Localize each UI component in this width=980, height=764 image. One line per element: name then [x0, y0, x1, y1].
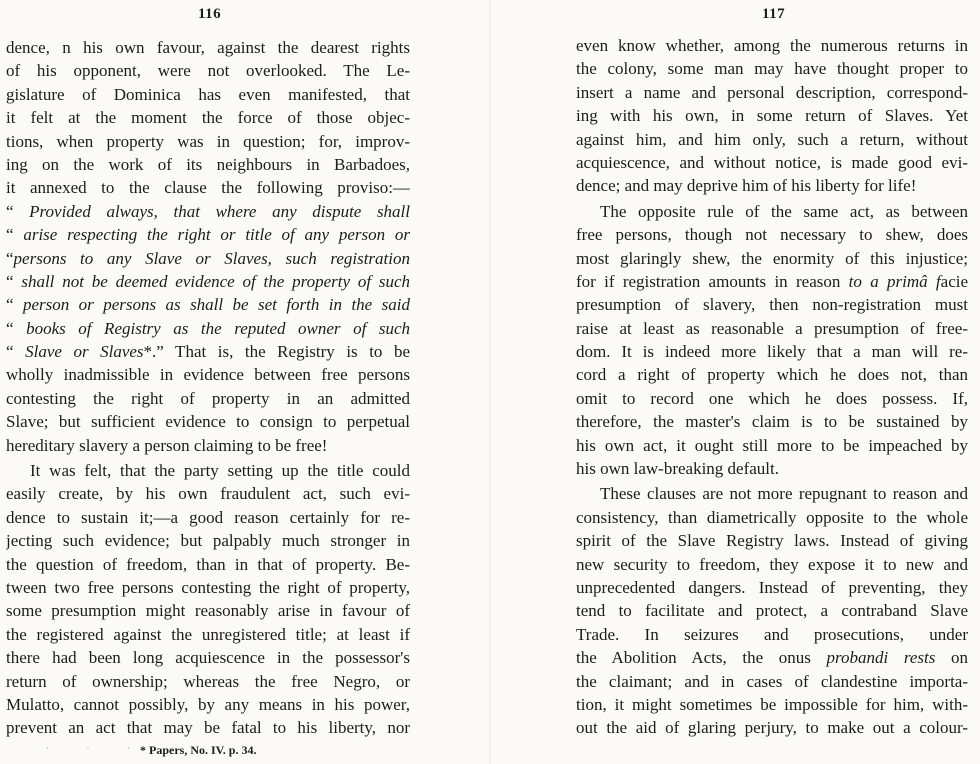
text-line: spirit of the Slave Registry laws. Instead of giving: [576, 531, 968, 551]
paragraph-start-line: The opposite rule of the same act, as between: [600, 201, 968, 221]
text-line: Slave; but sufficient evidence to consign to perpetual: [6, 412, 410, 432]
text-line: dence to sustain it;—a good reason certainly for re-: [6, 507, 410, 527]
text-line: the Abolition Acts, the onus probandi rests on: [576, 648, 968, 668]
left-page-text: [6, 36, 410, 740]
text-line: out the aid of glaring perjury, to make out a colour-: [576, 718, 968, 738]
text-line: most glaringly shew, the enormity of this injustice;: [576, 248, 968, 268]
text-line: wholly inadmissible in evidence between free persons: [6, 365, 410, 385]
text-line: tween two free persons contesting the right of property,: [6, 577, 410, 597]
page-number-right: 117: [762, 6, 786, 22]
text-line: tions, when property was in question; for, improv-: [6, 131, 410, 151]
text-line: there had been long acquiescence in the possessor's: [6, 648, 410, 668]
text-line: hereditary slavery a person claiming to be free!: [6, 435, 328, 455]
text-line: it annexed to the clause the following proviso:—: [6, 178, 410, 198]
text-line: therefore, the master's claim is to be sustained by: [576, 412, 968, 432]
text-line: unprecedented dangers. Instead of preventing, they: [576, 577, 968, 597]
text-line: insert a name and personal description, correspond-: [576, 82, 968, 102]
quoted-line: “persons to any Slave or Slaves, such registration: [6, 248, 410, 268]
text-line: contesting the right of property in an admitted: [6, 388, 410, 408]
page-number-left: 116: [198, 6, 222, 22]
text-line: jecting such evidence; but palpably much stronger in: [6, 531, 410, 551]
text-line: tion, it might sometimes be impossible for him, with-: [576, 694, 968, 714]
text-line: consistency, than diametrically opposite to the whole: [576, 507, 968, 527]
paragraph-start-line: These clauses are not more repugnant to reason and: [600, 484, 968, 504]
quoted-line: “ Slave or Slaves*.” That is, the Registry is to be: [6, 342, 410, 362]
text-line: the registered against the unregistered title; at least if: [6, 624, 410, 644]
right-page-text: [576, 34, 968, 740]
text-line: raise at least as reasonable a presumption of free-: [576, 318, 968, 338]
text-line: ing with his own, in some return of Slaves. Yet: [576, 106, 968, 126]
text-line: free persons, though not necessary to shew, does: [576, 225, 968, 245]
text-line: some presumption might reasonably arise in favour of: [6, 601, 410, 621]
text-line: easily create, by his own fraudulent act, such evi-: [6, 484, 410, 504]
text-line: prevent an act that may be fatal to his liberty, nor: [6, 718, 410, 738]
text-line: gislature of Dominica has even manifested, that: [6, 84, 410, 104]
quoted-line: “ books of Registry as the reputed owner of such: [6, 318, 410, 338]
text-line: cord a right of property which he does not, than: [576, 365, 968, 385]
text-line: of his opponent, were not overlooked. The Le-: [6, 61, 410, 81]
text-line: the colony, some man may have thought proper to: [576, 59, 968, 79]
text-line: Trade. In seizures and prosecutions, under: [576, 624, 968, 644]
text-line: ing on the work of its neighbours in Barbadoes,: [6, 154, 410, 174]
text-line: new security to freedom, they expose it to new and: [576, 554, 968, 574]
quoted-line: “ Provided always, that where any dispute shall: [6, 201, 410, 221]
quoted-line: “ shall not be deemed evidence of the property of such: [6, 271, 410, 291]
text-line: return of ownership; whereas the free Negro, or: [6, 671, 410, 691]
print-specks: · · ·: [46, 744, 148, 753]
text-line: even know whether, among the numerous returns in: [576, 36, 968, 55]
text-line: acquiescence, and without notice, is made good evi-: [576, 152, 968, 172]
text-line: dence; and may deprive him of his liberty for life!: [576, 176, 917, 196]
footnote: * Papers, No. IV. p. 34.: [140, 743, 257, 757]
text-line: Mulatto, cannot possibly, by any means in his power,: [6, 694, 410, 714]
text-line: against him, and him only, such a return, without: [576, 129, 968, 149]
text-line: his own law-breaking default.: [576, 459, 779, 479]
text-line: dence, n his own favour, against the dearest rights: [6, 38, 410, 57]
text-line: the question of freedom, than in that of property. Be-: [6, 554, 410, 574]
text-line: presumption of slavery, then non-registration must: [576, 295, 968, 315]
text-line: it felt at the moment the force of those objec-: [6, 108, 410, 128]
text-line: his own act, it ought still more to be impeached by: [576, 435, 968, 455]
text-line: dom. It is indeed more likely that a man will re-: [576, 342, 968, 362]
paragraph-start-line: It was felt, that the party setting up the title could: [30, 461, 410, 481]
text-line: the claimant; and in cases of clandestine importa-: [576, 671, 968, 691]
quoted-line: “ person or persons as shall be set forth in the said: [6, 295, 410, 315]
right-page: [490, 0, 980, 764]
quoted-line: “ arise respecting the right or title of any person or: [6, 225, 410, 245]
text-line: tend to facilitate and protect, a contraband Slave: [576, 601, 968, 621]
text-line: omit to record one which he does possess. If,: [576, 388, 968, 408]
text-line: for if registration amounts in reason to a primâ facie: [576, 271, 968, 291]
